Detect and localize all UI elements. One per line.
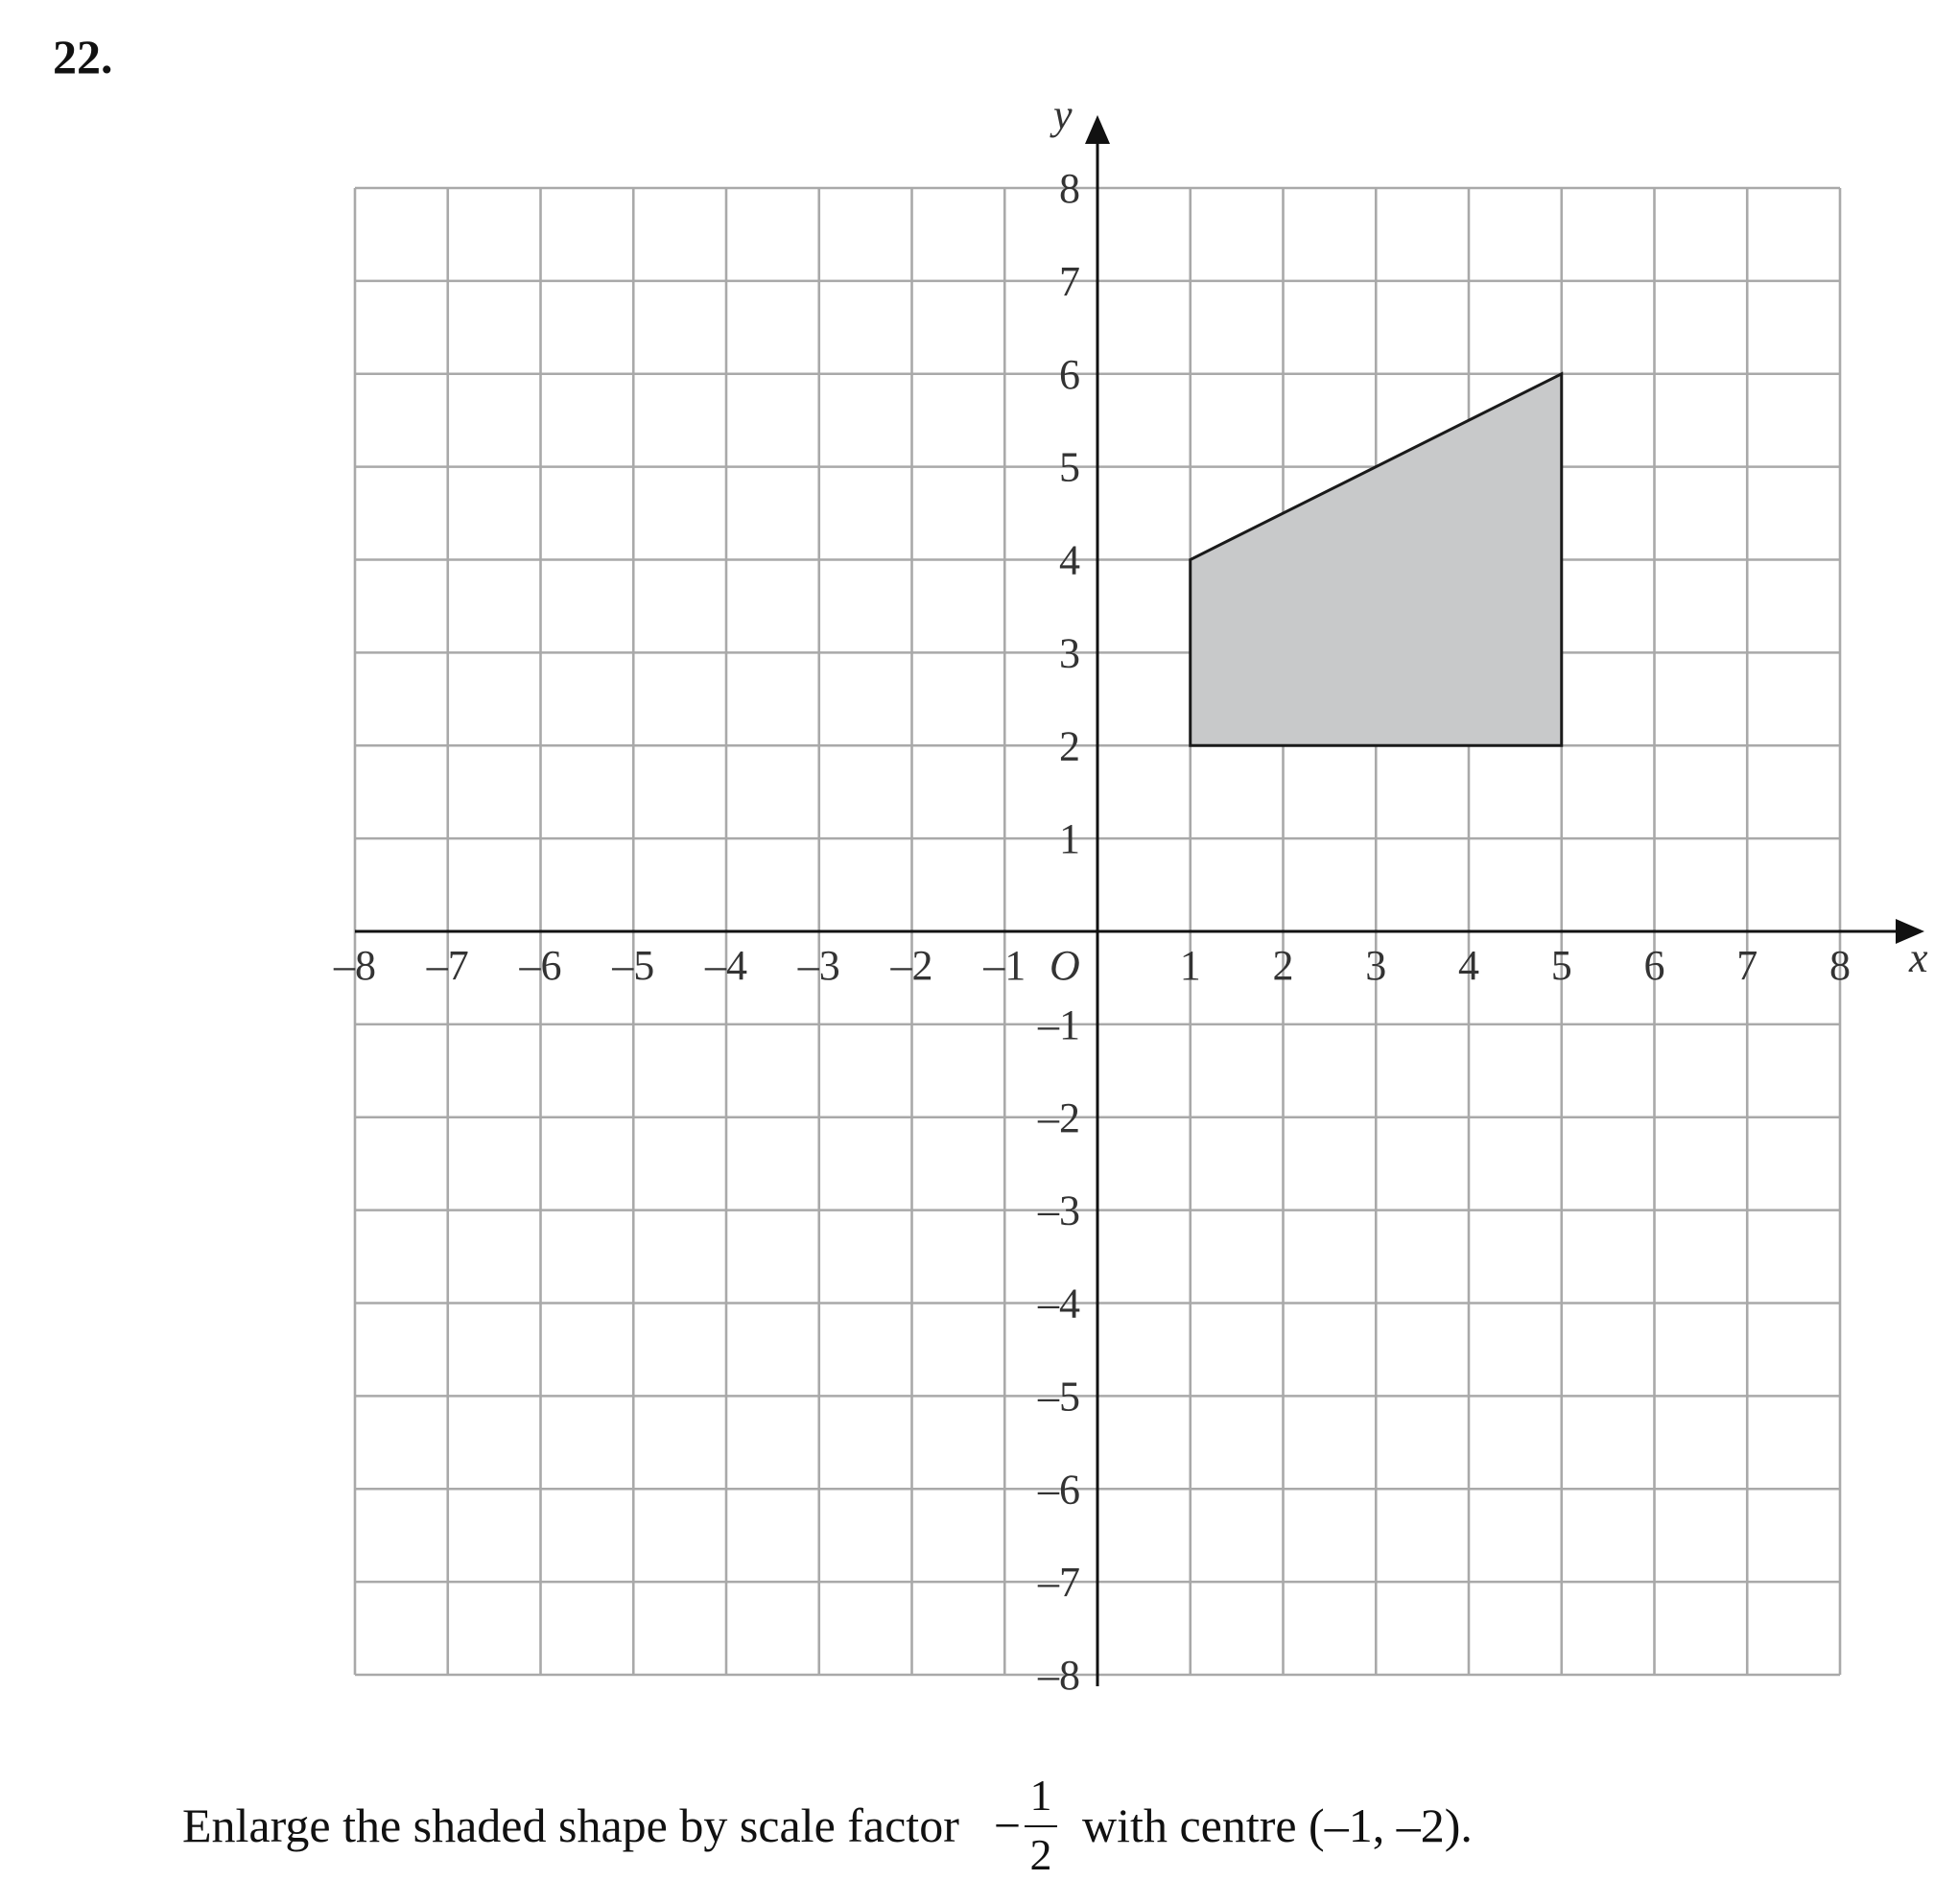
y-tick-label: –4 <box>1038 1280 1080 1328</box>
y-axis-arrowhead <box>1085 115 1110 144</box>
scale-factor-fraction <box>1025 1770 1057 1880</box>
x-tick-label: –1 <box>983 942 1026 989</box>
x-tick-label: –8 <box>334 942 376 989</box>
x-axis-label: x <box>1909 934 1928 981</box>
x-tick-label: 5 <box>1550 942 1572 989</box>
y-tick-label: –1 <box>1038 1000 1080 1048</box>
y-axis-label: y <box>1053 91 1073 138</box>
fraction-numerator: 1 <box>1029 1770 1052 1820</box>
y-tick-label: –6 <box>1038 1466 1080 1514</box>
fraction-bar <box>1025 1825 1057 1828</box>
x-tick-label: –6 <box>519 942 562 989</box>
x-tick-label: 6 <box>1643 942 1665 989</box>
instruction-after: with centre (–1, –2). <box>1082 1798 1473 1852</box>
x-tick-label: –5 <box>612 942 655 989</box>
x-tick-label: 8 <box>1829 942 1851 989</box>
question-number: 22. <box>53 30 113 83</box>
axes <box>355 115 1924 1686</box>
y-tick-label: –3 <box>1038 1187 1080 1234</box>
x-tick-label: 1 <box>1179 942 1201 989</box>
y-tick-label: 7 <box>1059 257 1080 305</box>
fraction-denominator: 2 <box>1029 1830 1052 1880</box>
y-tick-label: –5 <box>1038 1373 1080 1421</box>
x-tick-label: 7 <box>1736 942 1758 989</box>
y-tick-label: 8 <box>1059 165 1080 212</box>
x-tick-label: –3 <box>797 942 840 989</box>
y-tick-label: 6 <box>1059 350 1080 398</box>
x-tick-label: –2 <box>890 942 933 989</box>
x-tick-label: 3 <box>1365 942 1387 989</box>
x-tick-label: 2 <box>1272 942 1294 989</box>
origin-label: O <box>1050 942 1080 989</box>
y-tick-label: –8 <box>1038 1652 1080 1699</box>
y-tick-label: 2 <box>1059 722 1080 770</box>
fraction-minus-sign: − <box>993 1798 1022 1852</box>
x-tick-label: 4 <box>1458 942 1479 989</box>
y-tick-label: 3 <box>1059 629 1080 677</box>
y-tick-label: 5 <box>1059 443 1080 491</box>
y-tick-label: –7 <box>1038 1559 1080 1607</box>
y-tick-label: 1 <box>1059 815 1080 863</box>
instruction-before: Enlarge the shaded shape by scale factor <box>182 1798 959 1852</box>
x-tick-label: –4 <box>705 942 747 989</box>
x-tick-label: –7 <box>426 942 469 989</box>
y-tick-label: –2 <box>1038 1093 1080 1141</box>
y-tick-label: 4 <box>1059 536 1080 584</box>
instruction-text <box>182 1763 1473 1888</box>
